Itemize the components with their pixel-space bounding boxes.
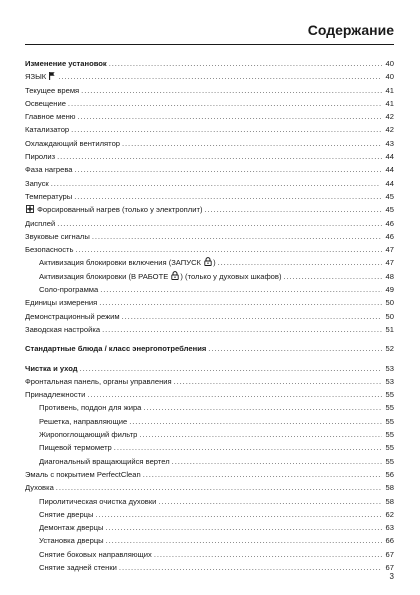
toc-entry-page: 66 (385, 536, 394, 546)
lock-icon (171, 271, 179, 284)
toc-entry-text: Стандартные блюда / класс энергопотребления (25, 344, 207, 354)
toc-entry (25, 270, 394, 283)
toc-entry-text: Форсированный нагрев (только у электроплит) (37, 205, 203, 215)
toc-entry (25, 362, 394, 375)
dot-leader (57, 217, 382, 230)
toc-entry-page: 55 (385, 390, 394, 400)
dot-leader (57, 150, 382, 163)
toc-entry-label (25, 190, 72, 203)
toc-entry-label (25, 508, 93, 521)
toc-entry-label (25, 428, 137, 441)
toc-entry-label (25, 243, 73, 256)
toc-entry-label (25, 123, 69, 136)
dot-leader (68, 97, 382, 110)
toc-entry (25, 342, 394, 355)
toc-entry-text: Катализатор (25, 125, 70, 135)
toc-entry-text: Единицы измерения (25, 298, 98, 308)
dot-leader (105, 521, 382, 534)
toc-entry (25, 323, 394, 336)
toc-entry-text: Запуск (25, 178, 49, 188)
toc-entry-page: 62 (385, 509, 394, 519)
toc-entry (25, 561, 394, 574)
toc-entry-page: 45 (385, 205, 394, 215)
toc-entry-page: 47 (385, 245, 394, 255)
dot-leader (58, 70, 382, 83)
dot-leader (81, 84, 382, 97)
toc-entry-text-suffix: ) (только у духовых шкафов) (180, 271, 282, 281)
toc-entry (25, 84, 394, 97)
toc-entry-page: 58 (385, 483, 394, 493)
toc-entry-label (25, 230, 90, 243)
toc-entry-page: 63 (385, 523, 394, 533)
toc-entry-label (25, 415, 127, 428)
dot-leader (154, 548, 382, 561)
toc-entry-page: 42 (385, 125, 394, 135)
toc-entry-page: 44 (385, 178, 394, 188)
toc-entry-page: 55 (385, 430, 394, 440)
dot-leader (56, 481, 382, 494)
booster-icon (26, 204, 34, 217)
toc-entry-text: Установка дверцы (39, 536, 104, 546)
toc-entry (25, 230, 394, 243)
toc-entry (25, 163, 394, 176)
toc-entry-page: 55 (385, 403, 394, 413)
toc-entry-text: Звуковые сигналы (25, 231, 90, 241)
lock-icon (204, 257, 212, 270)
toc-entry-text: Изменение установок (25, 59, 107, 68)
toc-entry (25, 97, 394, 110)
toc-entry-label (25, 375, 172, 388)
toc-entry-text: Заводская настройка (25, 324, 101, 334)
toc-entry-label (25, 137, 120, 150)
toc-entry-text: Противень, поддон для жира (39, 403, 142, 413)
toc-entry-text: Безопасность (25, 245, 74, 255)
toc-entry (25, 468, 394, 481)
toc-entry-text: Освещение (25, 98, 66, 108)
toc-entry-label (25, 310, 120, 323)
toc-entry-page: 55 (385, 443, 394, 453)
dot-leader (87, 388, 382, 401)
dot-leader (102, 323, 382, 336)
toc-entry-text: Эмаль с покрытием PerfectClean (25, 469, 141, 479)
toc-entry-label (25, 548, 152, 561)
dot-leader (106, 534, 382, 547)
toc-entry (25, 283, 394, 296)
toc-entry-page: 50 (385, 298, 394, 308)
dot-leader (95, 508, 382, 521)
toc-entry-text: Активизация блокировки (В РАБОТЕ (39, 271, 169, 281)
toc-entry-page: 44 (385, 165, 394, 175)
toc-entry-page: 48 (385, 271, 394, 281)
toc-entry (25, 190, 394, 203)
toc-entry-text: Демонтаж дверцы (39, 523, 104, 533)
toc-entry-text: Активизация блокировки включения (ЗАПУСК (39, 258, 201, 268)
toc-entry-text: Фронтальная панель, органы управления (25, 376, 172, 386)
toc-entry-label (25, 401, 141, 414)
toc-entry-label (25, 110, 75, 123)
toc-entry-label (25, 296, 97, 309)
dot-leader (143, 468, 382, 481)
toc-entry-label (25, 84, 79, 97)
dot-leader (74, 190, 382, 203)
toc-entry-page: 53 (385, 376, 394, 386)
toc-entry-text: Пиролиз (25, 152, 56, 162)
dot-leader (122, 137, 382, 150)
toc-entry-label (25, 70, 56, 84)
toc-entry-label (25, 521, 103, 534)
toc-entry-text-suffix: ) (213, 258, 216, 268)
toc-entry (25, 217, 394, 230)
table-of-contents (25, 57, 394, 574)
toc-entry-page: 41 (385, 98, 394, 108)
dot-leader (109, 57, 382, 70)
toc-entry-text: Фаза нагрева (25, 165, 73, 175)
toc-entry (25, 415, 394, 428)
toc-entry-label (25, 283, 98, 296)
toc-entry-page: 40 (385, 72, 394, 82)
dot-leader (158, 495, 382, 508)
toc-entry-label (25, 97, 66, 110)
dot-leader (75, 163, 382, 176)
page-title: Содержание (307, 22, 394, 38)
toc-entry (25, 310, 394, 323)
toc-entry (25, 401, 394, 414)
toc-entry-label (25, 481, 54, 494)
toc-entry-text: Духовка (25, 483, 54, 493)
toc-entry-text: Соло-программа (39, 285, 99, 295)
toc-entry-page: 55 (385, 416, 394, 426)
toc-entry-text: Снятие боковых направляющих (39, 549, 152, 559)
toc-entry-text: Демонстрационный режим (25, 311, 120, 321)
toc-entry-text: Решетка, направляющие (39, 416, 128, 426)
toc-entry (25, 548, 394, 561)
toc-entry-label (25, 441, 112, 454)
dot-leader (114, 441, 382, 454)
toc-entry-page: 44 (385, 152, 394, 162)
toc-entry-page: 49 (385, 285, 394, 295)
toc-entry-page: 42 (385, 112, 394, 122)
dot-leader (143, 401, 382, 414)
dot-leader (208, 342, 382, 355)
page-number: 3 (389, 572, 394, 581)
toc-entry-text: Охлаждающий вентилятор (25, 138, 121, 148)
dot-leader (71, 123, 382, 136)
toc-entry-page: 43 (385, 138, 394, 148)
toc-entry (25, 70, 394, 83)
dot-leader (218, 256, 382, 269)
dot-leader (92, 230, 382, 243)
toc-entry-label (25, 163, 73, 176)
toc-entry-text: Пищевой термометр (39, 443, 112, 453)
toc-entry-label (25, 323, 100, 336)
toc-entry-label (25, 203, 202, 217)
toc-entry-text: Пиролитическая очистка духовки (39, 496, 157, 506)
toc-entry-page: 45 (385, 191, 394, 201)
toc-entry-label (25, 342, 206, 355)
toc-entry (25, 521, 394, 534)
toc-entry (25, 150, 394, 163)
toc-entry-page: 41 (385, 85, 394, 95)
toc-entry (25, 534, 394, 547)
dot-leader (129, 415, 382, 428)
toc-entry-page: 51 (385, 324, 394, 334)
toc-entry-text: ЯЗЫК (25, 72, 47, 82)
toc-entry (25, 296, 394, 309)
toc-entry-label (25, 495, 156, 508)
header-divider (25, 44, 394, 45)
toc-entry-page: 56 (385, 469, 394, 479)
toc-entry-page: 47 (385, 258, 394, 268)
toc-entry (25, 441, 394, 454)
dot-leader (75, 243, 382, 256)
dot-leader (99, 296, 382, 309)
toc-entry-label (25, 217, 55, 230)
dot-leader (122, 310, 382, 323)
toc-entry-label (25, 534, 104, 547)
toc-entry-label (25, 256, 216, 270)
toc-entry (25, 57, 394, 70)
toc-entry-page: 53 (385, 363, 394, 373)
dot-leader (51, 177, 382, 190)
toc-entry-page: 67 (385, 562, 394, 572)
toc-entry (25, 481, 394, 494)
toc-entry-text: Снятие дверцы (39, 509, 94, 519)
toc-entry (25, 375, 394, 388)
dot-leader (100, 283, 382, 296)
dot-leader (283, 270, 382, 283)
toc-entry-page: 46 (385, 231, 394, 241)
toc-entry-text: Главное меню (25, 112, 76, 122)
toc-entry (25, 243, 394, 256)
toc-entry-label (25, 177, 49, 190)
toc-entry-page: 46 (385, 218, 394, 228)
toc-entry-text: Температуры (25, 191, 73, 201)
toc-entry-page: 58 (385, 496, 394, 506)
toc-entry-page: 67 (385, 549, 394, 559)
dot-leader (174, 375, 382, 388)
toc-entry-label (25, 468, 141, 481)
toc-entry-text: Жиропоглощающий фильтр (39, 430, 138, 440)
toc-entry (25, 388, 394, 401)
toc-entry-page: 40 (385, 59, 394, 68)
toc-entry (25, 428, 394, 441)
toc-entry (25, 110, 394, 123)
toc-entry (25, 256, 394, 269)
toc-entry (25, 508, 394, 521)
toc-entry (25, 137, 394, 150)
toc-entry-text: Принадлежности (25, 390, 86, 400)
toc-entry-label (25, 455, 170, 468)
toc-entry-text: Дисплей (25, 218, 56, 228)
dot-leader (139, 428, 382, 441)
toc-entry-label (25, 150, 55, 163)
toc-entry (25, 123, 394, 136)
toc-entry-page: 55 (385, 456, 394, 466)
dot-leader (172, 455, 382, 468)
toc-entry-label (25, 388, 85, 401)
toc-entry-text: Диагональный вращающийся вертел (39, 456, 170, 466)
toc-entry-text: Чистка и уход (25, 363, 78, 373)
toc-entry (25, 495, 394, 508)
toc-entry-page: 52 (385, 344, 394, 354)
dot-leader (119, 561, 382, 574)
toc-entry-label (25, 57, 107, 70)
dot-leader (80, 362, 382, 375)
toc-entry-text: Текущее время (25, 85, 80, 95)
toc-entry (25, 177, 394, 190)
toc-entry-page: 50 (385, 311, 394, 321)
toc-entry-label (25, 362, 78, 375)
dot-leader (77, 110, 382, 123)
dot-leader (204, 203, 382, 216)
toc-entry-text: Снятие задней стенки (39, 562, 117, 572)
flag-icon (49, 71, 55, 84)
toc-entry (25, 203, 394, 216)
toc-entry (25, 455, 394, 468)
toc-entry-label (25, 270, 281, 284)
toc-entry-label (25, 561, 117, 574)
